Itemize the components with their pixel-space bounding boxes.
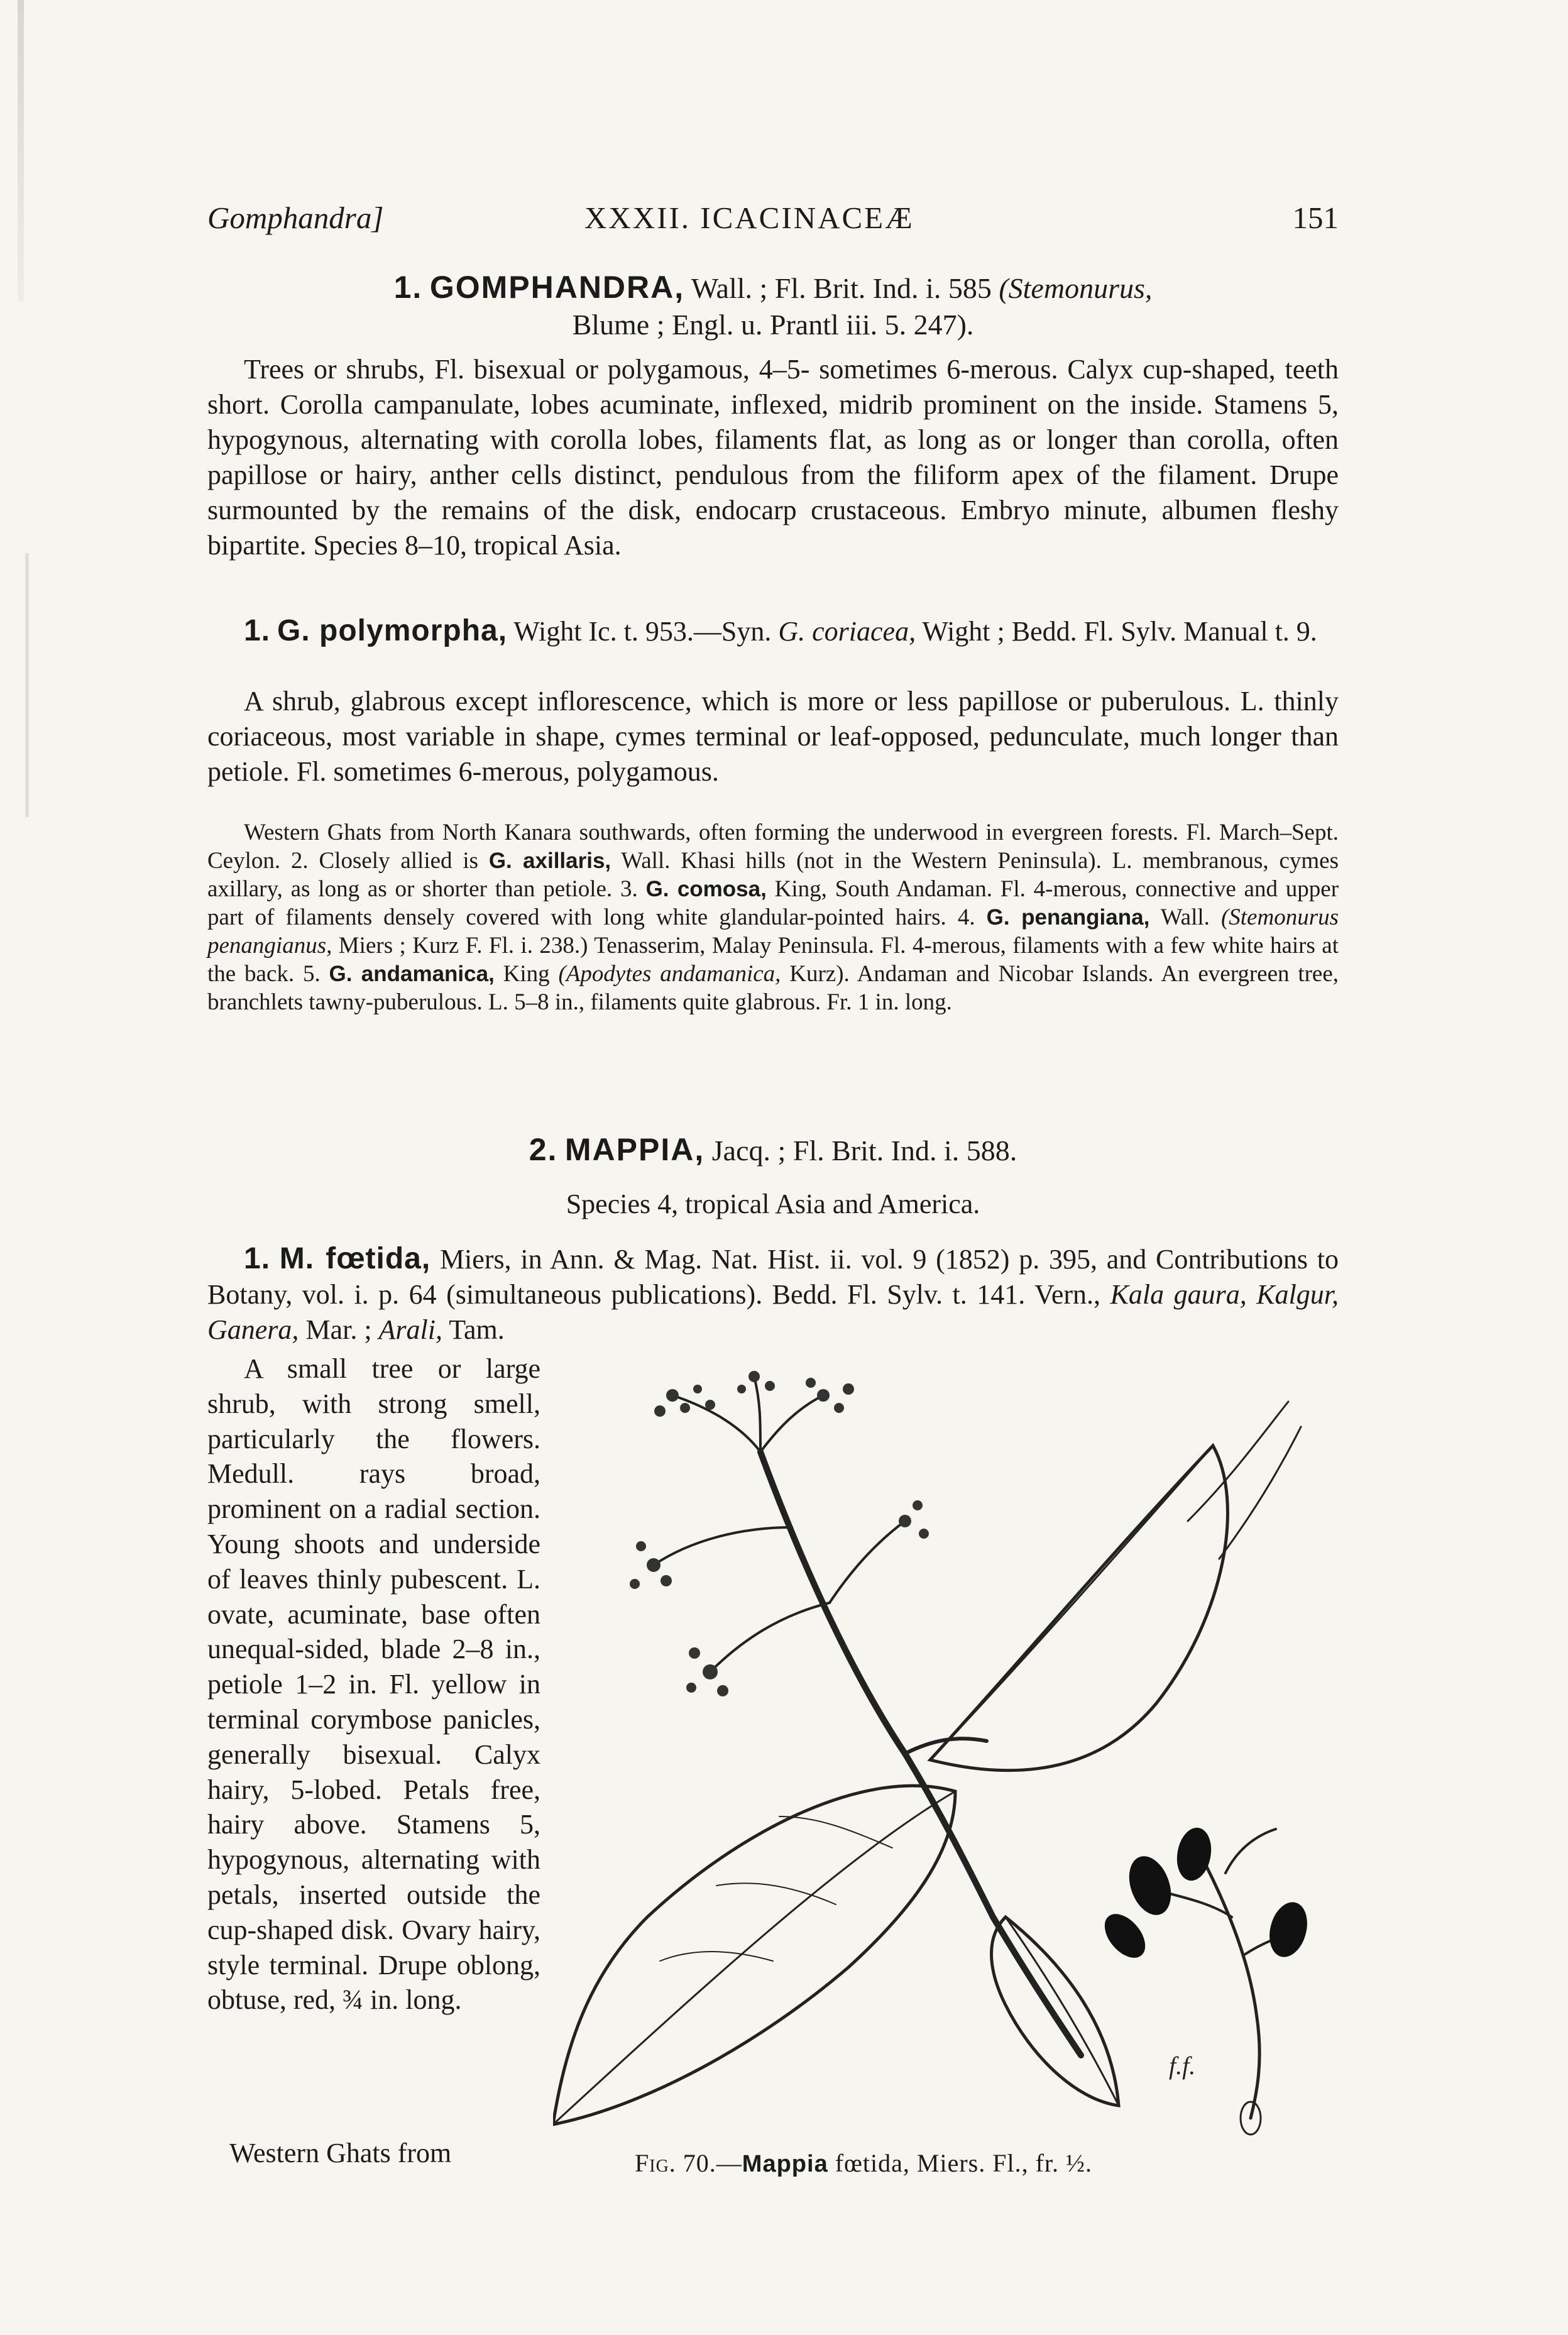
synonym-name: G. coriacea, [778,616,916,647]
citation-text: Wight ; Bedd. Fl. Sylv. Manual t. 9. [922,616,1317,647]
genus-name: GOMPHANDRA, [429,270,685,305]
note-text: Wall. Khasi hills (not in the Western Peninsula). L. membranous, cymes axillary, as long as or shorter than petiole. 3. [207,848,1339,902]
figure-caption-rest: fœtida, Miers. Fl., fr. ½. [835,2149,1093,2177]
vernacular-language: Tam. [449,1314,505,1345]
genus-number: 1. [393,270,423,305]
species-name: M. fœtida, [279,1242,431,1275]
citation-text: Wight Ic. t. 953.—Syn. [513,616,772,647]
note-species-name: G. andamanica, [329,962,495,986]
species-citation-mappia-foetida [207,1241,1339,1348]
mappia-foetida-drawing [553,1351,1339,2137]
note-synonym: (Stemonurus penangianus, [207,904,1339,959]
note-text: King [503,961,550,987]
vernacular-names: Kala gaura, Kalgur, Ganera, [207,1279,1339,1345]
vernacular-names: Arali, [378,1314,442,1345]
genus-description: Trees or shrubs, Fl. bisexual or polygamous, 4–5- sometimes 6-merous. Calyx cup-shaped, teeth short. Corolla campanulate, lobes acuminate, inflexed, midrib prominent on the inside. Stamens 5, hypogynous, alternating with corolla lobes, filaments flat, as long as or longer than corolla, often papillose or hairy, anther cells distinct, pendulous from the filiform apex of the filament. Drupe surmounted by the remains of the disk, endocarp crustaceous. Embryo minute, albumen fleshy bipartite. Species 8–10, tropical Asia. [207,354,1339,561]
page-edge-shadow [18,0,24,302]
vernacular-language: Mar. ; [305,1314,372,1345]
running-head-left: Gomphandra] [207,201,384,235]
citation-text: Miers, in Ann. & Mag. Nat. Hist. ii. vol. 9 (1852) p. 395, and Contributions to Botany, vol. i. p. 64 (simultaneous publications). Bedd. Fl. Sylv. t. 141. Vern., [207,1244,1339,1310]
genus-heading-mappia [207,1131,1339,1169]
figure-label: Fig. 70.— [635,2149,742,2177]
note-text: King, South Andaman. Fl. 4-merous, connective and upper part of filaments densely covered with long white glandular-pointed hairs. 4. [207,876,1339,930]
page-edge-shadow [25,553,29,817]
genus-number: 2. [529,1132,558,1167]
genus-reference-2: Blume ; Engl. u. Prantl iii. 5. 247). [572,309,974,341]
figure-caption [635,2148,1092,2178]
genus-heading-gomphandra [207,269,1339,343]
illustrator-signature: f.f. [1169,2052,1196,2080]
botanical-illustration [553,1351,1339,2137]
species-number: 1. [244,614,271,647]
note-species-name: G. comosa, [645,877,767,901]
species-description-column: A small tree or large shrub, with strong smell, particularly the flowers. Medull. rays broad, prominent on a radial section. Young shoots and underside of leaves thinly pubescent. L. ovate, acuminate, base often unequal-sided, blade 2–8 in., petiole 1–2 in. Fl. yellow in terminal corymbose panicles, generally bisexual. Calyx hairy, 5-lobed. Petals free, hairy above. Stamens 5, hypogynous, alternating with petals, inserted outside the cup-shaped disk. Ovary hairy, style terminal. Drupe oblong, obtuse, red, ¾ in. long. [207,1353,540,2016]
species-name: G. polymorpha, [277,614,508,647]
species-citation-gomphandra-polymorpha [207,613,1339,649]
genus-reference: Jacq. ; Fl. Brit. Ind. i. 588. [711,1135,1017,1167]
genus-reference: Wall. ; Fl. Brit. Ind. i. 585 [691,272,992,304]
species-distribution-note [207,818,1339,1016]
genus-species-count: Species 4, tropical Asia and America. [566,1189,980,1219]
note-text: Western Ghats from North Kanara southwards, often forming the underwood in evergreen forests. Fl. March–Sept. Ceylon. 2. Closely allied is [207,820,1339,874]
page-number: 151 [1292,201,1339,235]
running-head [207,200,1339,250]
genus-name: MAPPIA, [564,1132,705,1167]
continuation-text: Western Ghats from [229,2138,452,2168]
genus-synonym: (Stemonurus, [999,272,1153,304]
note-text: Kurz). Andaman and Nicobar Islands. An evergreen tree, branchlets tawny-puberulous. L. 5–8 in., filaments quite glabrous. Fr. 1 in. long. [207,961,1339,1015]
note-text: Miers ; Kurz F. Fl. i. 238.) Tenasserim, Malay Peninsula. Fl. 4-merous, filaments with a few white hairs at the back. 5. [207,933,1339,987]
figure-genus: Mappia [742,2151,828,2177]
note-synonym: (Apodytes andamanica, [558,961,781,987]
note-species-name: G. axillaris, [488,849,611,873]
running-head-center: XXXII. ICACINACEÆ [584,201,914,235]
note-species-name: G. penangiana, [986,905,1150,930]
species-number: 1. [244,1242,271,1275]
note-text: Wall. [1160,904,1210,930]
species-description: A shrub, glabrous except inflorescence, which is more or less papillose or puberulous. L. thinly coriaceous, most variable in shape, cymes terminal or leaf-opposed, pedunculate, much longer than petiole. Fl. sometimes 6-merous, polygamous. [207,686,1339,787]
